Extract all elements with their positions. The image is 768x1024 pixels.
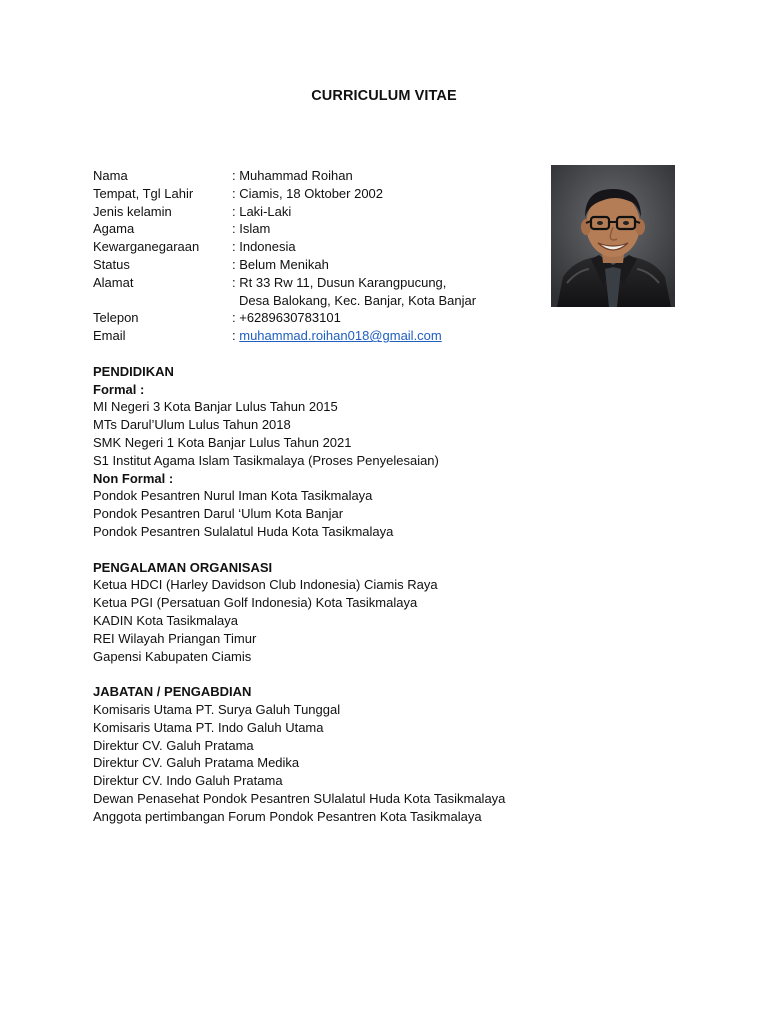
info-value: : Ciamis, 18 Oktober 2002: [232, 185, 384, 201]
info-row-telepon: [93, 309, 553, 327]
info-label: Alamat: [93, 274, 134, 290]
list-item: KADIN Kota Tasikmalaya: [93, 612, 238, 628]
list-item: Dewan Penasehat Pondok Pesantren SUlalatul Huda Kota Tasikmalaya: [93, 790, 506, 806]
info-value: : Belum Menikah: [232, 256, 329, 272]
info-label: Tempat, Tgl Lahir: [93, 185, 194, 201]
info-value: : Rt 33 Rw 11, Dusun Karangpucung,: [232, 274, 447, 290]
list-item: Ketua PGI (Persatuan Golf Indonesia) Kota Tasikmalaya: [93, 595, 418, 611]
spacer: [93, 665, 553, 683]
info-value: : Muhammad Roihan: [232, 168, 353, 183]
section-heading: PENGALAMAN ORGANISASI: [93, 559, 273, 575]
list-item: Pondok Pesantren Sulalatul Huda Kota Tasikmalaya: [93, 523, 394, 539]
list-item: Direktur CV. Galuh Pratama Medika: [93, 755, 300, 771]
personal-info: [93, 167, 553, 345]
info-value: : Indonesia: [232, 239, 296, 255]
email-link[interactable]: muhammad.roihan018@gmail.com: [239, 328, 442, 344]
info-label: Kewarganegaraan: [93, 239, 200, 255]
info-row-email: [93, 327, 553, 345]
section-heading: JABATAN / PENGABDIAN: [93, 684, 252, 700]
info-value: : Laki-Laki: [232, 203, 292, 219]
section-organisasi: [93, 559, 553, 666]
info-value: : +6289630783101: [232, 310, 341, 326]
info-value: : Islam: [232, 221, 271, 237]
spacer: [93, 541, 553, 559]
list-item: REI Wilayah Priangan Timur: [93, 630, 257, 646]
subsection-heading-formal: Formal :: [93, 381, 145, 397]
email-prefix: :: [232, 328, 240, 344]
list-item: Direktur CV. Galuh Pratama: [93, 737, 254, 753]
indent-spacer: [93, 292, 239, 310]
spacer: [93, 345, 553, 363]
info-label: Agama: [93, 221, 135, 237]
list-item: Pondok Pesantren Darul ‘Ulum Kota Banjar: [93, 506, 344, 522]
list-item: Gapensi Kabupaten Ciamis: [93, 648, 252, 664]
section-heading: PENDIDIKAN: [93, 363, 174, 379]
info-row-alamat: [93, 274, 553, 292]
info-label: Nama: [93, 168, 128, 183]
profile-photo: [551, 165, 675, 307]
info-row-nama: [93, 167, 553, 185]
list-item: Ketua HDCI (Harley Davidson Club Indonesia) Ciamis Raya: [93, 577, 438, 593]
info-value: Desa Balokang, Kec. Banjar, Kota Banjar: [239, 292, 477, 308]
info-row-status: [93, 256, 553, 274]
section-jabatan: [93, 683, 553, 825]
info-row-alamat-continued: [93, 292, 553, 310]
list-item: Komisaris Utama PT. Surya Galuh Tunggal: [93, 701, 341, 717]
info-label: Email: [93, 328, 126, 344]
info-row-kewarganegaraan: [93, 238, 553, 256]
section-pendidikan: [93, 363, 553, 541]
list-item: Anggota pertimbangan Forum Pondok Pesantren Kota Tasikmalaya: [93, 808, 482, 824]
info-row-agama: [93, 220, 553, 238]
subsection-heading-nonformal: Non Formal :: [93, 470, 174, 486]
list-item: MI Negeri 3 Kota Banjar Lulus Tahun 2015: [93, 399, 338, 415]
info-row-tempat-tgl-lahir: [93, 185, 553, 203]
list-item: MTs Darul’Ulum Lulus Tahun 2018: [93, 417, 291, 433]
info-label: Status: [93, 256, 130, 272]
list-item: Direktur CV. Indo Galuh Pratama: [93, 773, 283, 789]
list-item: Pondok Pesantren Nurul Iman Kota Tasikmalaya: [93, 488, 373, 504]
info-row-jenis-kelamin: [93, 203, 553, 221]
info-label: Telepon: [93, 310, 139, 326]
list-item: S1 Institut Agama Islam Tasikmalaya (Proses Penyelesaian): [93, 452, 439, 468]
cv-content: [93, 167, 553, 825]
document-title: CURRICULUM VITAE: [311, 88, 457, 104]
info-label: Jenis kelamin: [93, 203, 172, 219]
list-item: Komisaris Utama PT. Indo Galuh Utama: [93, 719, 324, 735]
list-item: SMK Negeri 1 Kota Banjar Lulus Tahun 2021: [93, 434, 352, 450]
person-photo-icon: [551, 165, 675, 307]
info-value: [232, 327, 442, 345]
